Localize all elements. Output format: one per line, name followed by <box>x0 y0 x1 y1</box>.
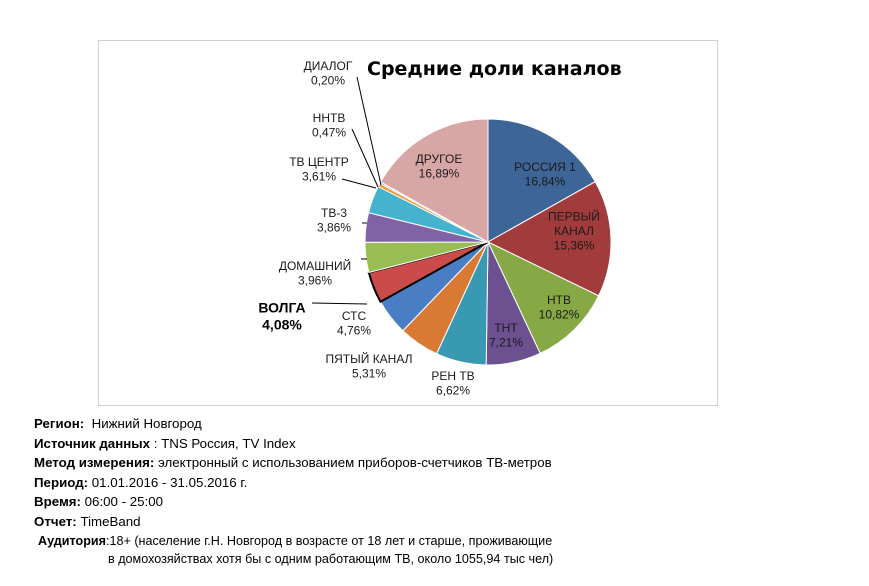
leader-line <box>352 129 378 187</box>
slice-label: ТВ ЦЕНТР 3,61% <box>289 154 349 184</box>
slice-label: ПЕРВЫЙ КАНАЛ 15,36% <box>548 209 600 253</box>
slice-label: СТС 4,76% <box>336 308 372 338</box>
slice-label: РОССИЯ 1 16,84% <box>514 159 576 189</box>
pie-chart <box>99 41 719 407</box>
chart-area <box>98 40 718 406</box>
leader-line <box>357 77 381 185</box>
slice-label: ПЯТЫЙ КАНАЛ 5,31% <box>325 351 413 381</box>
leader-line <box>342 179 376 188</box>
slice-label: РЕН ТВ 6,62% <box>431 368 475 398</box>
leader-line <box>312 303 367 304</box>
info-region: Регион: Нижний Новгород <box>34 416 202 431</box>
info-source: Источник данных : TNS Россия, TV Index <box>34 435 296 451</box>
info-block <box>34 414 553 568</box>
slice-label: ДОМАШНИЙ 3,96% <box>278 258 352 288</box>
slice-label: ДИАЛОГ 0,20% <box>303 58 353 88</box>
slice-label: ДРУГОЕ 16,89% <box>415 151 463 181</box>
info-period: Период: 01.01.2016 - 31.05.2016 г. <box>34 474 248 490</box>
slice-label: ННТВ 0,47% <box>311 110 347 140</box>
info-audience-cont: в домохозяйствах хотя бы с одним работающим ТВ, около 1055,94 тыс чел) <box>108 551 554 566</box>
slice-label: НТВ 10,82% <box>538 292 580 322</box>
info-method: Метод измерения: электронный с использованием приборов-счетчиков ТВ-метров <box>34 455 552 471</box>
info-audience: Аудитория:18+ (население г.Н. Новгород в возрасте от 18 лет и старше, проживающие <box>38 533 553 548</box>
chart-title: Средние доли каналов <box>367 58 622 80</box>
slice-label: ВОЛГА 4,08% <box>258 299 306 333</box>
slice-label: ТНТ 7,21% <box>488 320 524 350</box>
info-time: Время: 06:00 - 25:00 <box>34 494 164 510</box>
info-report: Отчет: TimeBand <box>34 513 141 529</box>
slice-label: ТВ-3 3,86% <box>316 205 352 235</box>
